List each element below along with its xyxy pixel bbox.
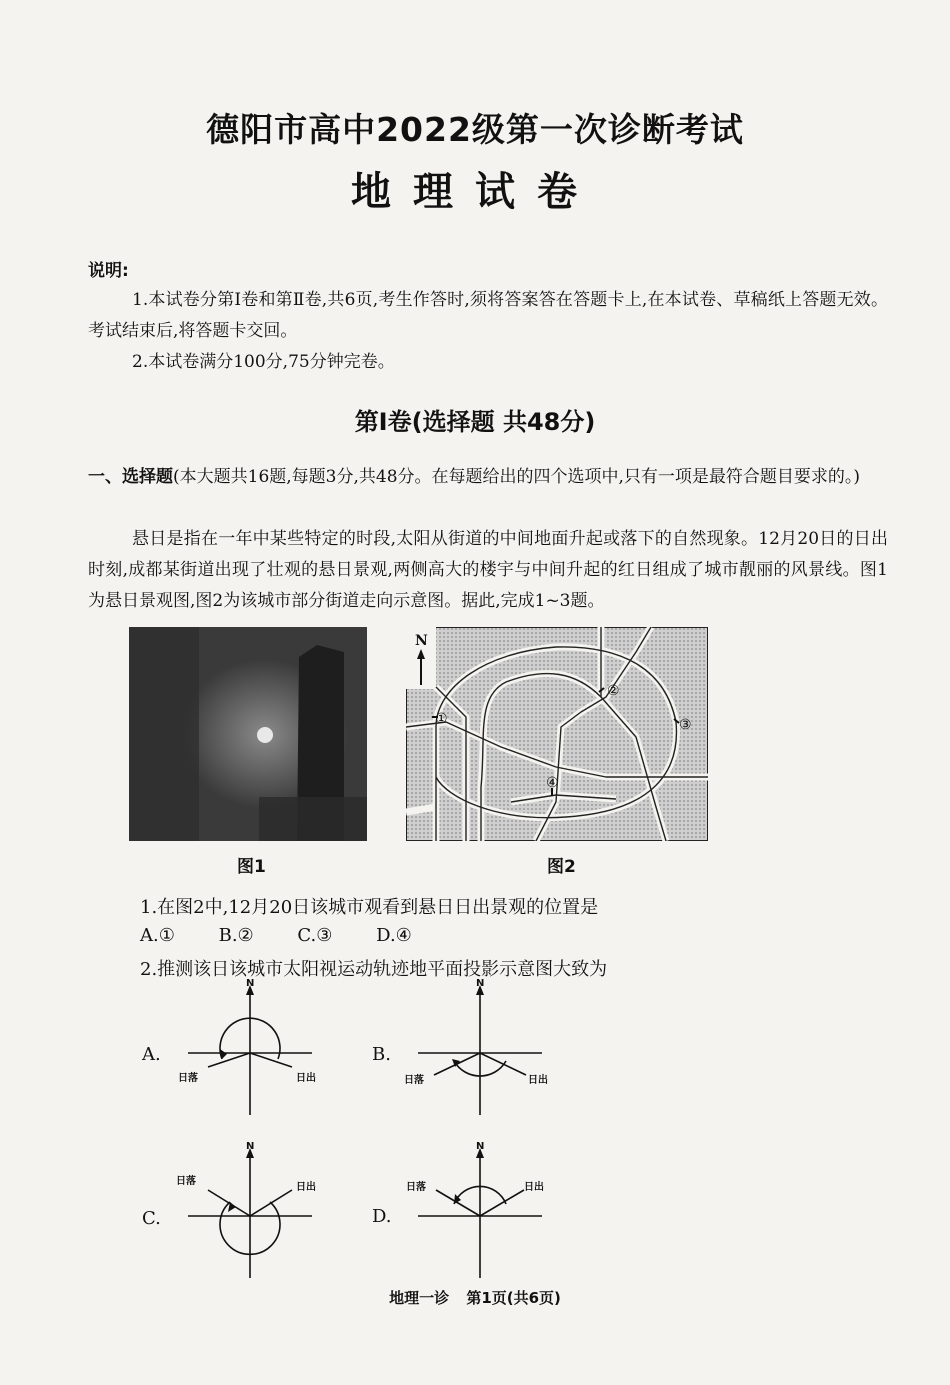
part-label: 一、选择题 bbox=[88, 467, 173, 487]
q2-b-north: N bbox=[476, 978, 485, 989]
q2-d-north: N bbox=[476, 1141, 485, 1152]
question-1-stem: 1.在图2中,12月20日该城市观看到悬日日出景观的位置是 bbox=[140, 897, 599, 918]
q2-option-c-letter[interactable]: C. bbox=[142, 1208, 161, 1229]
map-marker-4: ④ bbox=[546, 775, 559, 791]
footer-subject: 地理一诊 bbox=[389, 1289, 450, 1307]
q2-option-d-diagram[interactable] bbox=[400, 1138, 560, 1288]
figure-2-caption: 图2 bbox=[547, 857, 576, 877]
footer-page: 第1页(共6页) bbox=[466, 1289, 561, 1307]
q2-a-sunrise: 日出 bbox=[296, 1073, 316, 1084]
instruction-item-1: 1.本试卷分第Ⅰ卷和第Ⅱ卷,共6页,考生作答时,须将答案答在答题卡上,在本试卷、草稿纸上答题无效。考试结束后,将答题卡交回。 bbox=[88, 290, 888, 341]
map-north-label: N bbox=[415, 633, 428, 649]
sun-icon bbox=[257, 727, 273, 743]
q2-c-north: N bbox=[246, 1141, 255, 1152]
map-marker-3: ③ bbox=[679, 717, 692, 733]
page-footer bbox=[0, 1287, 950, 1308]
map-marker-1: ① bbox=[435, 711, 448, 727]
figure-2-street-map bbox=[406, 627, 708, 841]
map-marker-2: ② bbox=[607, 683, 620, 699]
q2-c-sunset: 日落 bbox=[176, 1176, 196, 1187]
instructions-heading: 说明: bbox=[88, 261, 129, 281]
figure-1-caption: 图1 bbox=[237, 857, 266, 877]
q2-a-north: N bbox=[246, 978, 255, 989]
question-1-options bbox=[140, 925, 450, 946]
q2-a-sunset: 日落 bbox=[178, 1073, 198, 1084]
q1-option-d[interactable]: D.④ bbox=[376, 925, 412, 946]
instruction-item-2: 2.本试卷满分100分,75分钟完卷。 bbox=[132, 352, 395, 372]
q2-b-sunset: 日落 bbox=[404, 1075, 424, 1086]
q2-option-c-diagram[interactable] bbox=[170, 1138, 330, 1288]
part-desc: (本大题共16题,每题3分,共48分。在每题给出的四个选项中,只有一项是最符合题目要求的。) bbox=[173, 467, 861, 487]
part-intro bbox=[88, 462, 888, 493]
q2-option-d-letter[interactable]: D. bbox=[372, 1206, 392, 1227]
question-2-stem: 2.推测该日该城市太阳视运动轨迹地平面投影示意图大致为 bbox=[140, 959, 608, 980]
exam-title: 德阳市高中2022级第一次诊断考试 bbox=[206, 110, 744, 149]
q2-d-sunrise: 日出 bbox=[524, 1182, 544, 1193]
passage: 悬日是指在一年中某些特定的时段,太阳从街道的中间地面升起或落下的自然现象。12月20日的日出时刻,成都某街道出现了壮观的悬日景观,两侧高大的楼宇与中间升起的红日组成了城市靓丽的风景线。图1为悬日景观图,图2为该城市部分街道走向示意图。据此,完成1~3题。 bbox=[88, 529, 888, 611]
section-title: 第Ⅰ卷(选择题 共48分) bbox=[354, 408, 596, 436]
q1-option-c[interactable]: C.③ bbox=[297, 925, 333, 946]
q1-option-b[interactable]: B.② bbox=[218, 925, 254, 946]
q2-option-a-diagram[interactable] bbox=[170, 975, 330, 1125]
q2-option-b-letter[interactable]: B. bbox=[372, 1044, 391, 1065]
q2-c-sunrise: 日出 bbox=[296, 1182, 316, 1193]
q2-b-sunrise: 日出 bbox=[528, 1075, 548, 1086]
q2-d-sunset: 日落 bbox=[406, 1182, 426, 1193]
q1-option-a[interactable]: A.① bbox=[140, 925, 175, 946]
figure-1-photo bbox=[129, 627, 367, 841]
subject-title: 地理试卷 bbox=[351, 169, 599, 215]
q2-option-b-diagram[interactable] bbox=[400, 975, 560, 1125]
q2-option-a-letter[interactable]: A. bbox=[142, 1044, 161, 1065]
